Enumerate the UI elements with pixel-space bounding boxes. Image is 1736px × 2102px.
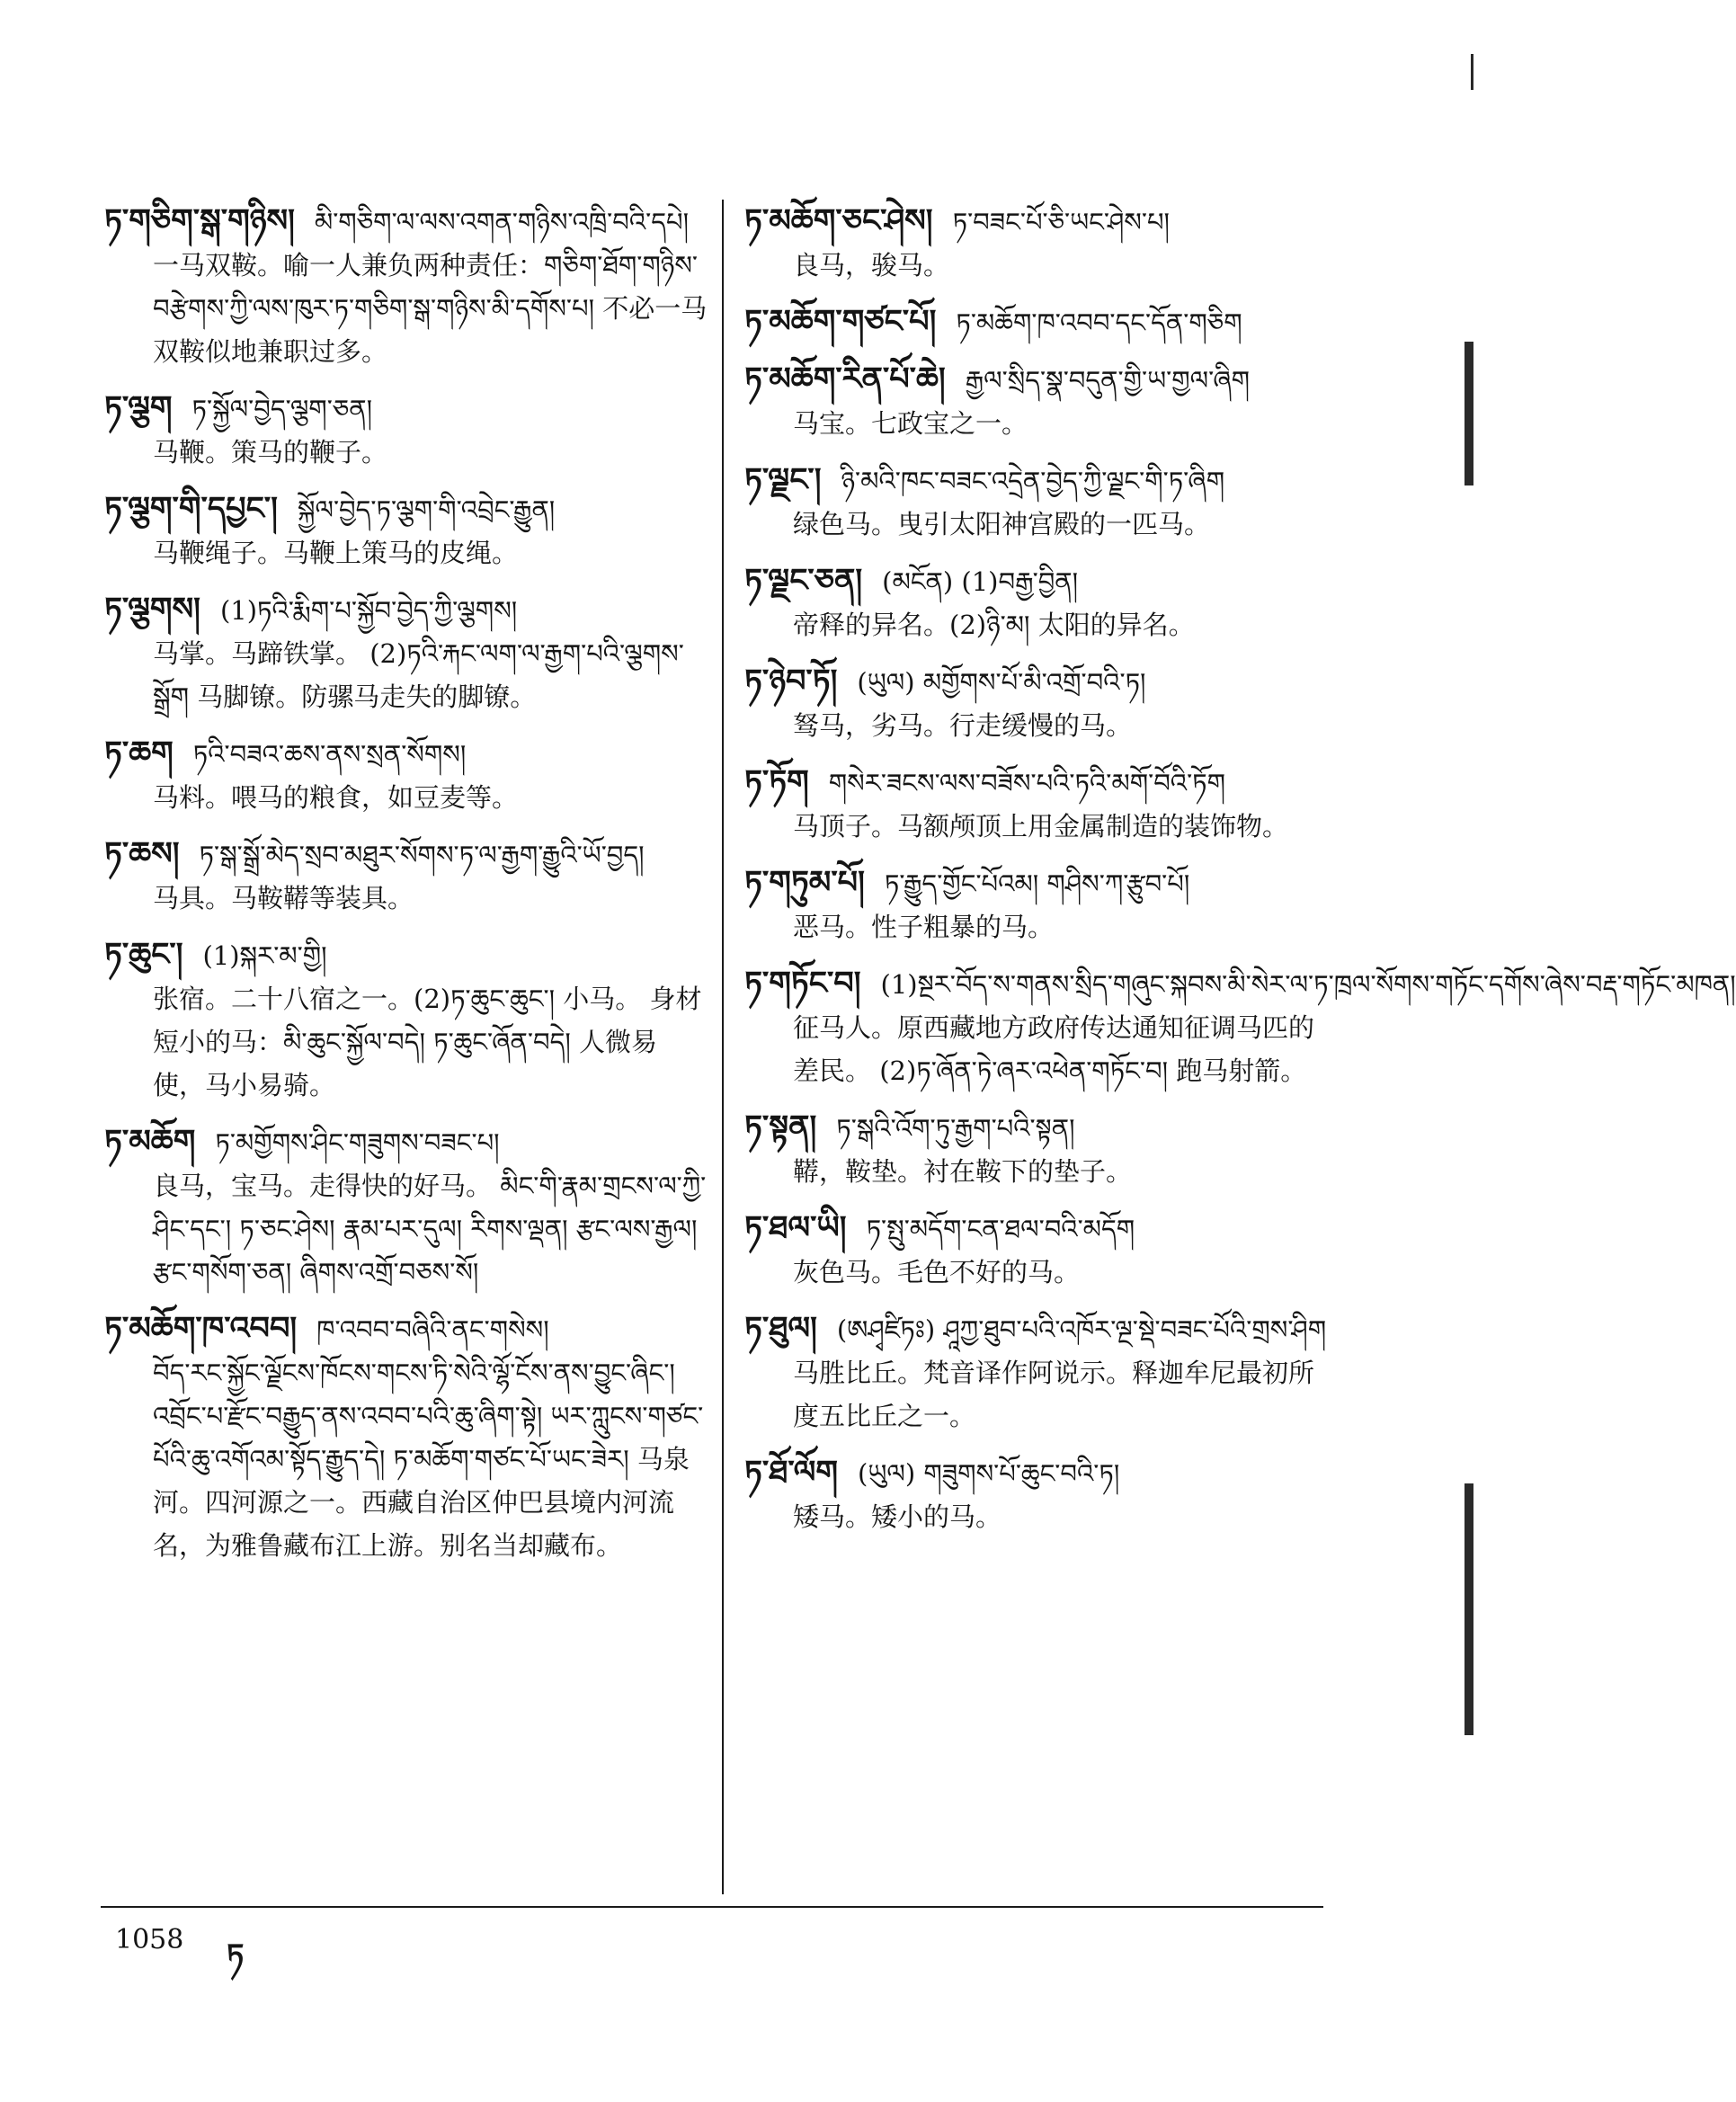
entry-first-line [104, 487, 708, 531]
entry-chinese-definition: 马鞭绳子。马鞭上策马的皮绳。 [153, 538, 519, 568]
entry-chinese-definition: 良马，宝马。走得快的好马。 མིང་གི་རྣམ་གྲངས་ལ་ཀྱི་ཤིང་དང་། ཏ་ཅང་ཤེས། རྣམ་པར་དུལ། རིགས་ལྡན། རྩང་ལས་རྒྱལ། རྩང་གསོག་ཅན། ཞིགས་འགྲོ་བཅས་སོ། [153, 1171, 707, 1287]
entry-headword: ཏ་ལྕག་གི་དཔྱང་། [104, 491, 278, 527]
entry-tibetan-definition: སྐྱོལ་བྱེད་ཏ་ལྕག་གི་འབྲེང་རྒྱུན། [297, 494, 556, 525]
entry-tibetan-definition: ཏ་མགྱོགས་ཤིང་གཟུགས་བཟང་པ། [215, 1127, 500, 1158]
entry-headword: ཏ་གཏོང་བ། [744, 966, 861, 1002]
entry-chinese-definition: 帝释的异名。(2)ཉི་མ། 太阳的异名。 [793, 610, 1195, 640]
dictionary-entry [744, 1307, 1338, 1438]
entry-first-line [744, 358, 1338, 402]
scan-edge-mark [1464, 1483, 1473, 1735]
dictionary-entry [104, 732, 708, 819]
dictionary-entry [744, 761, 1338, 848]
entry-first-line [104, 387, 708, 431]
entry-tibetan-definition: ཏ་བཟང་པོ་ཅི་ཡང་ཤེས་པ། [952, 207, 1170, 237]
entry-headword: ཏ་གཏུམ་པོ། [744, 865, 865, 901]
footer-rule [101, 1906, 1323, 1908]
entry-tibetan-definition: རྒྱལ་སྲིད་སྣ་བདུན་གྱི་ཡ་གྱལ་ཞིག [965, 365, 1251, 396]
section-letter: ཏ [227, 1937, 245, 1973]
scan-edge-mark [1471, 54, 1473, 90]
dictionary-entry [744, 962, 1736, 1092]
column-divider [722, 200, 724, 1894]
entry-chinese-definition: 灰色马。毛色不好的马。 [793, 1257, 1081, 1287]
entry-first-line [744, 1207, 1338, 1251]
entry-first-line [744, 1451, 1338, 1495]
dictionary-entry [744, 1451, 1338, 1538]
entry-chinese-definition: བོད་རང་སྐྱོང་ལྗོངས་ཁོངས་གངས་ཏི་སེའི་ལྷོ་ངོས་ནས་བྱུང་ཞིང་། འབྲོང་པ་རྫོང་བརྒྱུད་ནས་འབབ་པའི་ཆུ་ཞིག་སྟེ། ཡར་ཀླུངས་གཙང་པོའི་ཆུ་འགོའམ་སྟོད་རྒྱུད་དེ། ཏ་མཆོག་གཙང་པོ་ཡང་ཟེར། 马泉河。四河源之一。西藏自治区仲巴县境内河流名，为雅鲁藏布江上游。别名当却藏布。 [153, 1358, 704, 1561]
entry-headword: ཏ་མཆོག་གཙང་པོ། [744, 304, 937, 340]
entry-tibetan-definition: ཏ་རྒྱུད་གྱོང་པོའམ། གཤིས་ཀ་རྩུབ་པོ། [884, 868, 1190, 899]
entry-chinese-definition: 马宝。七政宝之一。 [793, 408, 1028, 439]
dictionary-entry [104, 588, 708, 718]
dictionary-entry [104, 933, 708, 1107]
entry-headword: ཏ་གཅིག་སྒ་གཉིས། [104, 203, 295, 239]
entry-headword: ཏ་ཐལ་ཡི། [744, 1210, 847, 1246]
entry-first-line [104, 833, 708, 877]
entry-tibetan-definition: ཏ་སྒ་སྒྲོ་མེད་སྲབ་མཐུར་སོགས་ཏ་ལ་རྒྱག་རྒྱུའི་ཡོ་བྱད། [199, 840, 645, 870]
entry-chinese-definition: 征马人。原西藏地方政府传达通知征调马匹的差民。 (2)ཏ་ཞོན་ཏེ་ཞར་འཕེན་གཏོང་བ། 跑马射箭。 [793, 1012, 1315, 1086]
entry-chinese-definition: 一马双鞍。喻一人兼负两种责任：གཅིག་ཐོག་གཉིས་བརྩེགས་ཀྱི་ལས་ཁུར་ཏ་གཅིག་སྒ་གཉིས་མི་དགོས་པ། 不必一马双鞍似地兼职过多。 [153, 250, 708, 367]
entry-headword: ཏ་མཆོག་ཁ་འབབ། [104, 1311, 298, 1347]
dictionary-entry [744, 200, 1338, 287]
entry-chinese-definition: 马顶子。马额颅顶上用金属制造的装饰物。 [793, 811, 1289, 842]
entry-chinese-definition: 恶马。性子粗暴的马。 [793, 912, 1055, 942]
entry-tibetan-definition: (1)སྐར་མ་གྱི། [202, 940, 327, 971]
page-number: 1058 [115, 1924, 184, 1955]
entry-headword: ཏ་སྟན། [744, 1109, 817, 1145]
entry-first-line [744, 459, 1338, 503]
entry-chinese-definition: 马鞭。策马的鞭子。 [153, 437, 388, 468]
dictionary-entry [104, 833, 708, 920]
entry-chinese-definition: 马胜比丘。梵音译作阿说示。释迦牟尼最初所度五比丘之一。 [793, 1358, 1315, 1431]
entry-chinese-definition: 驽马，劣马。行走缓慢的马。 [793, 710, 1133, 741]
entry-chinese-definition: 马料。喂马的粮食，如豆麦等。 [153, 782, 519, 813]
entry-chinese-definition: 绿色马。曳引太阳神宫殿的一匹马。 [793, 509, 1211, 539]
entry-tibetan-definition: མི་གཅིག་ལ་ལས་འགན་གཉིས་འཁྲི་བའི་དཔེ། [314, 207, 690, 237]
entry-first-line [744, 861, 1338, 905]
dictionary-entry [104, 487, 708, 574]
left-column [104, 200, 708, 1581]
entry-tibetan-definition: (ཨཤྭཛིཏཿ) ཤཱཀྱ་ཐུབ་པའི་འཁོར་ལྔ་སྡེ་བཟང་པོའི་གྲས་ཤིག [836, 1314, 1327, 1345]
entry-first-line [744, 962, 1736, 1006]
entry-headword: ཏ་ལྕགས། [104, 592, 200, 628]
entry-tibetan-definition: གསེར་ཟངས་ལས་བཟོས་པའི་ཏའི་མགོ་བོའི་ཏོག [828, 768, 1226, 798]
entry-tibetan-definition: ཏའི་བཟའ་ཆས་ནས་སྲན་སོགས། [192, 739, 467, 770]
dictionary-entry [744, 861, 1338, 949]
entry-tibetan-definition: (1)སྔར་བོད་ས་གནས་སྲིད་གཞུང་སྐབས་མི་སེར་ལ་ཏ་ཁྲལ་སོགས་གཏོང་དགོས་ཞེས་བརྡ་གཏོང་མཁན། [880, 969, 1736, 1000]
entry-headword: ཏ་ཉེབ་ཏོ། [744, 664, 838, 699]
dictionary-entry [744, 459, 1338, 546]
dictionary-entry [744, 559, 1338, 646]
dictionary-entry [744, 1106, 1338, 1193]
entry-tibetan-definition: (མངོན) (1)བརྒྱ་བྱིན། [882, 566, 1079, 597]
entry-chinese-definition: 良马，骏马。 [793, 250, 950, 281]
entry-first-line [744, 300, 1338, 344]
dictionary-entry [104, 200, 708, 373]
entry-tibetan-definition: (ཡུལ) གཟུགས་པོ་ཆུང་བའི་ཏ། [858, 1458, 1120, 1489]
entry-tibetan-definition: ཏ་སྒའི་འོག་ཏུ་རྒྱག་པའི་སྟན། [836, 1113, 1075, 1144]
entry-tibetan-definition: (1)ཏའི་རྨིག་པ་སྐྱོབ་བྱེད་ཀྱི་ལྕགས། [219, 595, 518, 626]
entry-first-line [744, 660, 1338, 704]
entry-headword: ཏ་མཆོག [104, 1124, 196, 1160]
entry-headword: ཏ་མཆོག་རིན་པོ་ཆེ། [744, 361, 946, 397]
entry-headword: ཏ་ཆུང་། [104, 937, 183, 973]
dictionary-entry [744, 660, 1338, 747]
entry-headword: ཏ་ཏོག [744, 764, 809, 800]
entry-tibetan-definition: ཏ་སྤུ་མདོག་ངན་ཐལ་བའི་མདོག [866, 1214, 1135, 1244]
entry-headword: ཏ་མཆོག་ཅང་ཤེས། [744, 203, 933, 239]
entry-headword: ཏ་ཆས། [104, 836, 180, 872]
entry-headword: ཏ་ལྕག [104, 390, 173, 426]
entry-chinese-definition: 鞯，鞍垫。衬在鞍下的垫子。 [793, 1156, 1133, 1187]
entry-first-line [104, 588, 708, 632]
entry-tibetan-definition: ཁ་འབབ་བཞིའི་ནང་གསེས། [316, 1314, 549, 1345]
entry-chinese-definition: 马掌。马蹄铁掌。 (2)ཏའི་རྐང་ལག་ལ་རྒྱག་པའི་ལྕགས་སྒྲོག 马脚镣。防骡马走失的脚镣。 [153, 638, 684, 712]
entry-tibetan-definition: (ཡུལ) མགྱོགས་པོ་མི་འགྲོ་བའི་ཏ། [857, 667, 1146, 698]
entry-first-line [104, 1307, 708, 1351]
entry-tibetan-definition: ཉི་མའི་ཁང་བཟང་འདྲེན་བྱེད་ཀྱི་ལྗང་གི་ཏ་ཞིག [841, 466, 1225, 496]
dictionary-entry [744, 300, 1338, 344]
dictionary-entry [104, 1307, 708, 1567]
dictionary-entry [104, 1120, 708, 1294]
entry-tibetan-definition: ཏ་མཆོག་ཁ་འབབ་དང་དོན་གཅིག [956, 307, 1242, 338]
entry-first-line [104, 1120, 708, 1164]
entry-chinese-definition: 马具。马鞍鞯等装具。 [153, 883, 414, 913]
dictionary-entry [744, 358, 1338, 445]
entry-first-line [104, 200, 708, 244]
entry-first-line [744, 1106, 1338, 1150]
entry-chinese-definition: 矮马。矮小的马。 [793, 1501, 1002, 1532]
entry-headword: ཏ་ལྗང་ཅན། [744, 563, 863, 599]
entry-headword: ཏ་ལྗང་། [744, 462, 822, 498]
entry-first-line [744, 761, 1338, 805]
entry-headword: ཏ་ཐོ་ལོག [744, 1455, 839, 1491]
entry-first-line [744, 1307, 1338, 1351]
scan-edge-mark [1464, 342, 1473, 485]
dictionary-entry [104, 387, 708, 474]
entry-first-line [104, 933, 708, 977]
entry-first-line [744, 559, 1338, 603]
entry-headword: ཏ་ཐུལ། [744, 1311, 817, 1347]
entry-first-line [104, 732, 708, 776]
entry-chinese-definition: 张宿。二十八宿之一。(2)ཏ་ཆུང་ཆུང་། 小马。 身材短小的马：མི་ཆུང་སྐྱོལ་བདེ། ཏ་ཆུང་ཞོན་བདེ། 人微易使，马小易骑。 [153, 984, 702, 1100]
dictionary-entry [744, 1207, 1338, 1294]
right-column [744, 200, 1736, 1552]
entry-first-line [744, 200, 1338, 244]
entry-tibetan-definition: ཏ་སྐྱོལ་བྱེད་ལྕག་ཅན། [191, 394, 373, 424]
entry-headword: ཏ་ཆག [104, 735, 174, 771]
